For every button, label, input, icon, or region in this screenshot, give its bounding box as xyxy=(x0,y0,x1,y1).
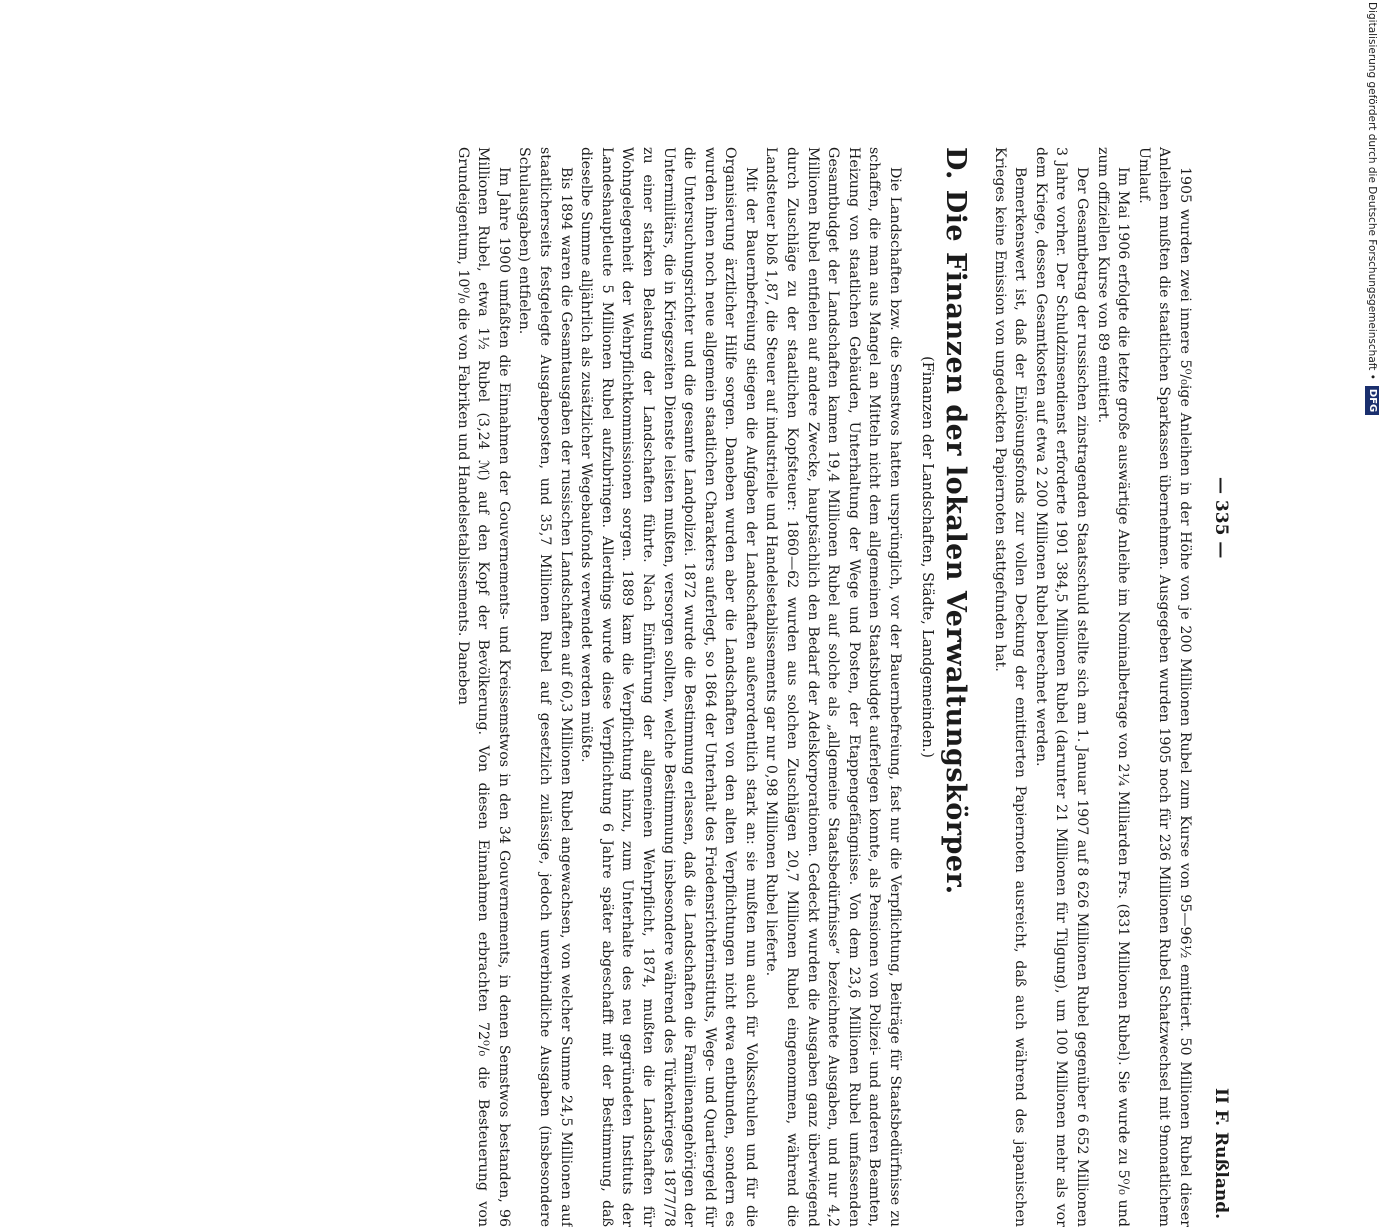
paragraph: Bemerkenswert ist, daß der Einlösungsfonds zur vollen Deckung der emittierten Papiernoten ausreicht, daß auch während des japanischen Krieges keine Emission von ungedeckten Papiernoten stattgefunden hat. xyxy=(991,147,1029,1227)
rotated-text-page xyxy=(151,147,1231,1227)
page-number: — 335 — xyxy=(1211,477,1231,559)
paragraph: Im Jahre 1900 umfaßten die Einnahmen der Gouvernements- und Kreissemstwos in den 34 Gouvernements, in denen Semstwos bestanden, 96 Millionen Rubel, etwa 1½ Rubel (3,24 ℳ) auf den Kopf der Bevölkerung. Von diesen Einnahmen erbrachten 72⁰/₀ die Besteuerung von Grundeigentum, 10⁰/₀ die von Fabriken und Handelsetablissements. Daneben xyxy=(454,147,512,1227)
credit-text: Digitalisierung gefördert durch die Deutsche Forschungsgemeinschaft • xyxy=(1366,2,1378,380)
section-header: II F. Rußland. xyxy=(1211,1087,1231,1219)
paragraph: 1905 wurden zwei innere 5⁰/₀ige Anleihen in der Höhe von je 200 Millionen Rubel zum Kurse von 95—96½ emittiert. 50 Millionen Rubel dieser Anleihen mußten die staatlichen Sparkassen übernehmen. Ausgegeben wurden 1905 noch für 236 Millionen Rubel Schatzwechsel mit 9monatlichem Umlauf. xyxy=(1135,147,1193,1227)
paragraph: Im Mai 1906 erfolgte die letzte große auswärtige Anleihe im Nominalbetrage von 2¼ Milliarden Frs. (831 Millionen Rubel). Sie wurde zu 5⁰/₀ und zum offiziellen Kurse von 89 emittiert. xyxy=(1094,147,1132,1227)
body-text xyxy=(452,147,1195,1227)
paragraph: Mit der Bauernbefreiung stiegen die Aufgaben der Landschaften außerordentlich stark an: sie mußten nun auch für Volksschulen und für die Organisierung ärztlicher Hilfe sorgen. Daneben wurden aber die Landschaften von den alten Verpflichtungen nicht etwa entbunden, sondern es wurden ihnen noch neue allgemein staatlichen Charakters auferlegt, so 1864 der Unterhalt des Friedensrichterinstituts, Wege- und Quartiergeld für die Untersuchungsrichter und die gesamte Landpolizei. 1872 wurde die Bestimmung erlassen, daß die Landschaften die Familienangehörigen der Untermilitärs, die in Kriegszeiten Dienste leisten mußten, versorgen sollten, welche Bestimmung insbesondere während des Türkenkrieges 1877/78 zu einer starken Belastung der Landschaften führte. Nach Einführung der allgemeinen Wehrpflicht, 1874, mußten die Landschaften für Wohngelegenheit der Wehrpflichtkommissionen sorgen. 1889 kam die Verpflichtung hinzu, zum Unterhalte des neu gegründeten Instituts der Landeshauptleute 5 Millionen Rubel aufzubringen. Allerdings wurde diese Verpflichtung 6 Jahre später abgeschafft mit der Bestimmung, daß dieselbe Summe alljährlich als zusätzlicher Wegebaufonds verwendet werden müßte. xyxy=(578,147,759,1227)
digitization-credit xyxy=(1361,2,1383,996)
section-d-subtitle: (Finanzen der Landschaften, Städte, Landgemeinden.) xyxy=(919,356,936,758)
paragraph: Der Gesamtbetrag der russischen zinstragenden Staatsschuld stellte sich am 1. Januar 1907 auf 8 626 Millionen Rubel gegenüber 6 652 Millionen 3 Jahre vorher. Der Schuldzinsendienst erforderte 1901 384,5 Millionen Rubel (darunter 21 Millionen für Tilgung), um 100 Millionen mehr als vor dem Kriege, dessen Gesamtkosten auf etwa 2 200 Millionen Rubel berechnet werden. xyxy=(1032,147,1091,1227)
paragraph: Bis 1894 waren die Gesamtausgaben der russischen Landschaften auf 60,3 Millionen Rubel angewachsen, von welcher Summe 24,5 Millionen auf staatlicherseits festgelegte Ausgabeposten, und 35,7 Millionen Rubel auf gesetzlich zulässige, jedoch unverbindliche Ausgaben (insbesondere Schulausgaben) entfielen. xyxy=(516,147,574,1227)
section-d-heading: D. Die Finanzen der lokalen Verwaltungskörper. xyxy=(940,147,972,895)
paragraph: Die Landschaften bzw. die Semstwos hatten ursprünglich, vor der Bauernbefreiung, fast nur die Verpflichtung, Beiträge für Staatsbedürfnisse zu schaffen, die man aus Mangel an Mitteln nicht dem allgemeinen Staatsbudget auferlegen konnte, als Pensionen von Polizei- und anderen Beamten, Heizung von staatlichen Gebäuden, Unterhaltung der Wege und Posten, der Etappengefängnisse. Von dem 23,6 Millionen Rubel umfassenden Gesamtbudget der Landschaften kamen 19,4 Millionen Rubel auf solche als „allgemeine Staatsbedürfnisse“ bezeichnete Ausgaben, und nur 4,2 Millionen Rubel entfielen auf andere Zwecke, hauptsächlich den Bedarf der Adelskorporationen. Gedeckt wurden die Ausgaben ganz überwiegend durch Zuschläge zu der staatlichen Kopfsteuer: 1860—62 wurden aus solchen Zuschlägen 20,7 Millionen Rubel eingenommen, während die Landsteuer bloß 1,87, die Steuer auf industrielle und Handelsetablissements gar nur 0,98 Millionen Rubel lieferte. xyxy=(763,147,904,1227)
running-head xyxy=(1203,147,1231,1227)
dfg-logo: DFG xyxy=(1365,386,1379,415)
